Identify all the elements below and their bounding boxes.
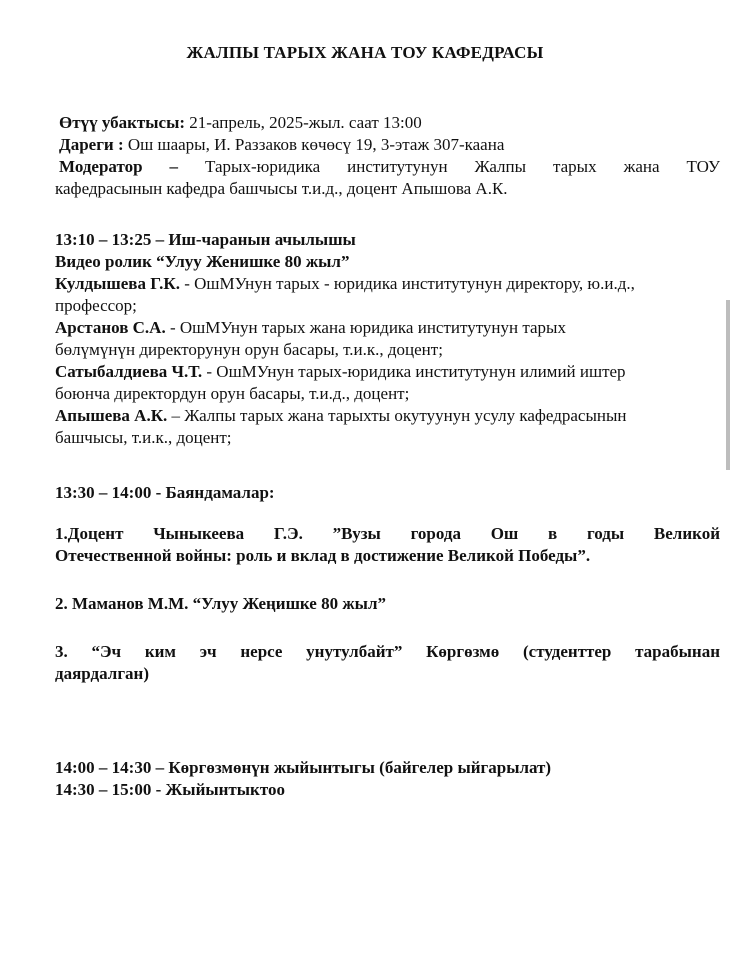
- speaker-role: - ОшМУнун тарых жана юридика институтунун тарых: [165, 318, 566, 337]
- report-item-1: [55, 523, 720, 567]
- report-item-2: [55, 593, 720, 615]
- report-item-1-line1: 1.Доцент Чыныкеева Г.Э. ”Вузы города Ош в годы Великой: [55, 524, 720, 543]
- speaker-row: [55, 317, 720, 339]
- event-time: [55, 112, 720, 134]
- reports-section: [55, 482, 720, 504]
- place-value: Ош шаары, И. Раззаков көчөсү 19, 3-этаж 307-каана: [123, 135, 505, 154]
- speaker-name: Сатыбалдиева Ч.Т.: [55, 362, 203, 381]
- moderator-text-line2: кафедрасынын кафедра башчысы т.и.д., доцент Апышова А.К.: [55, 179, 508, 198]
- speaker-row: [55, 273, 720, 295]
- time-value: 21-апрель, 2025-жыл. саат 13:00: [185, 113, 422, 132]
- speaker-role-cont: боюнча директордун орун басары, т.и.д., доцент;: [55, 384, 410, 403]
- video-roll-title: Видео ролик “Улуу Женишке 80 жыл”: [55, 252, 350, 271]
- document-title: ЖАЛПЫ ТАРЫХ ЖАНА ТОУ КАФЕДРАСЫ: [186, 43, 544, 62]
- event-meta: [55, 112, 720, 200]
- speaker-role-cont: бөлүмүнүн директорунун орун басары, т.и.к., доцент;: [55, 340, 443, 359]
- speaker-name: Апышева А.К.: [55, 406, 168, 425]
- speaker-role-cont: профессор;: [55, 296, 137, 315]
- report-item-3-line1: 3. “Эч ким эч нерсе унутулбайт” Көргөзмө (студенттер тарабынан: [55, 642, 720, 661]
- speaker-role: - ОшМУнун тарых - юридика институтунун директору, ю.и.д.,: [179, 274, 635, 293]
- event-place: [55, 134, 720, 156]
- moderator-label: Модератор –: [59, 157, 179, 176]
- report-item-2-text: 2. Маманов М.М. “Улуу Жеңишке 80 жыл”: [55, 594, 386, 613]
- report-item-3: [55, 641, 720, 685]
- speaker-role: - ОшМУнун тарых-юридика институтунун илимий иштер: [202, 362, 626, 381]
- page-edge-shadow: [726, 300, 730, 470]
- report-item-3-line2: даярдалган): [55, 664, 149, 683]
- place-label: Дареги :: [59, 135, 124, 154]
- opening-time-heading: 13:10 – 13:25 – Иш-чаранын ачылышы: [55, 230, 356, 249]
- closing-line-2: 14:30 – 15:00 - Жыйынтыктоо: [55, 780, 285, 799]
- closing-line-1: 14:00 – 14:30 – Көргөзмөнүн жыйынтыгы (байгелер ыйгарылат): [55, 758, 552, 777]
- speaker-role: – Жалпы тарых жана тарыхты окутуунун усулу кафедрасынын: [167, 406, 627, 425]
- speaker-name: Арстанов С.А.: [55, 318, 166, 337]
- time-label: Өтүү убактысы:: [59, 113, 185, 132]
- report-item-1-line2: Отечественной войны: роль и вклад в достижение Великой Победы”.: [55, 546, 591, 565]
- event-moderator: [55, 156, 720, 178]
- speaker-row: [55, 405, 720, 427]
- speaker-role-cont: башчысы, т.и.к., доцент;: [55, 428, 232, 447]
- speaker-row: [55, 361, 720, 383]
- speaker-name: Кулдышева Г.К.: [55, 274, 180, 293]
- opening-section: [55, 229, 720, 449]
- reports-heading: 13:30 – 14:00 - Баяндамалар:: [55, 483, 275, 502]
- moderator-text-line1: Тарых-юридика институтунун Жалпы тарых жана ТОУ: [205, 157, 721, 176]
- closing-section: [55, 757, 720, 801]
